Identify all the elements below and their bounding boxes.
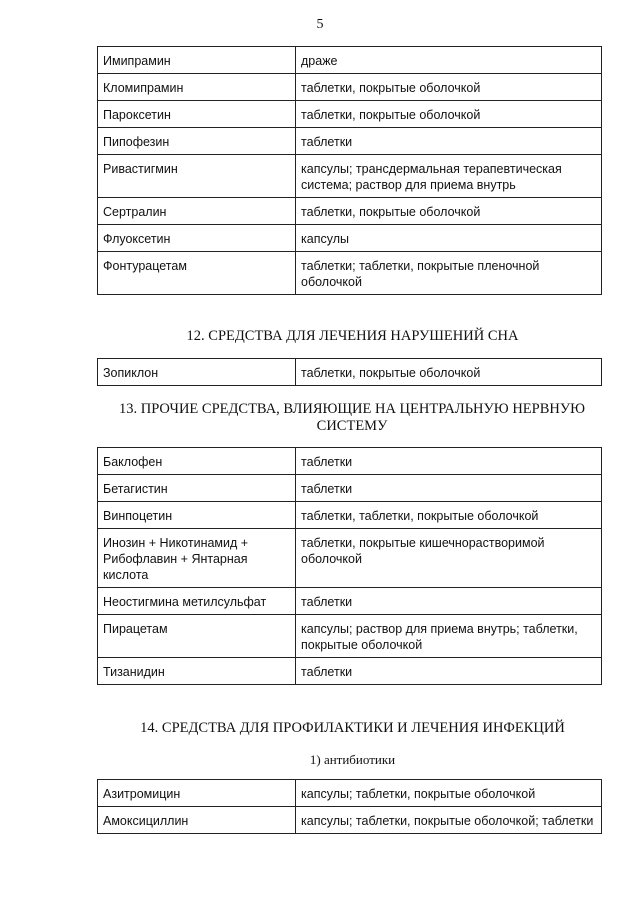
table-row xyxy=(98,615,602,658)
drug-name: Кломипрамин xyxy=(98,74,296,101)
table-row xyxy=(98,359,602,386)
table-row xyxy=(98,155,602,198)
table-row xyxy=(98,225,602,252)
drug-form: таблетки xyxy=(296,588,602,615)
table-row xyxy=(98,588,602,615)
drug-form: таблетки xyxy=(296,658,602,685)
drug-name: Азитромицин xyxy=(98,780,296,807)
drug-table-antibiotics xyxy=(97,779,602,834)
drug-name: Тизанидин xyxy=(98,658,296,685)
drug-name: Баклофен xyxy=(98,448,296,475)
drug-name: Пирацетам xyxy=(98,615,296,658)
drug-form: таблетки xyxy=(296,128,602,155)
drug-name: Ривастигмин xyxy=(98,155,296,198)
drug-name: Зопиклон xyxy=(98,359,296,386)
page-number: 5 xyxy=(316,17,324,32)
subsection-title-antibiotics: 1) антибиотики xyxy=(309,752,396,767)
table-row xyxy=(98,807,602,834)
section-title-12: 12. СРЕДСТВА ДЛЯ ЛЕЧЕНИЯ НАРУШЕНИЙ СНА xyxy=(186,328,519,344)
table-row xyxy=(98,128,602,155)
drug-form: таблетки, покрытые оболочкой xyxy=(296,74,602,101)
section-title-14: 14. СРЕДСТВА ДЛЯ ПРОФИЛАКТИКИ И ЛЕЧЕНИЯ ИНФЕКЦИЙ xyxy=(140,720,565,736)
drug-name: Инозин + Никотинамид + Рибофлавин + Янтарная кислота xyxy=(98,529,296,588)
drug-table-cns xyxy=(97,447,602,685)
drug-form: таблетки, покрытые оболочкой xyxy=(296,359,602,386)
drug-form: таблетки xyxy=(296,475,602,502)
drug-form: таблетки xyxy=(296,448,602,475)
table-row xyxy=(98,101,602,128)
table-row xyxy=(98,780,602,807)
drug-name: Амоксициллин xyxy=(98,807,296,834)
table-row xyxy=(98,502,602,529)
drug-form: таблетки, покрытые оболочкой xyxy=(296,198,602,225)
drug-name: Винпоцетин xyxy=(98,502,296,529)
drug-name: Флуоксетин xyxy=(98,225,296,252)
drug-name: Сертралин xyxy=(98,198,296,225)
drug-form: капсулы; таблетки, покрытые оболочкой; таблетки xyxy=(296,807,602,834)
table-row xyxy=(98,475,602,502)
table-row xyxy=(98,252,602,295)
drug-table-antidepressants xyxy=(97,46,602,295)
drug-form: таблетки, таблетки, покрытые оболочкой xyxy=(296,502,602,529)
drug-form: таблетки; таблетки, покрытые пленочной оболочкой xyxy=(296,252,602,295)
drug-name: Пипофезин xyxy=(98,128,296,155)
drug-table-sleep xyxy=(97,358,602,386)
table-row xyxy=(98,448,602,475)
table-row xyxy=(98,529,602,588)
drug-name: Неостигмина метилсульфат xyxy=(98,588,296,615)
drug-form: таблетки, покрытые кишечнорастворимой оболочкой xyxy=(296,529,602,588)
table-row xyxy=(98,47,602,74)
drug-form: капсулы; трансдермальная терапевтическая система; раствор для приема внутрь xyxy=(296,155,602,198)
drug-form: капсулы; таблетки, покрытые оболочкой xyxy=(296,780,602,807)
section-title-13: 13. ПРОЧИЕ СРЕДСТВА, ВЛИЯЮЩИЕ НА ЦЕНТРАЛЬНУЮ НЕРВНУЮ СИСТЕМУ xyxy=(118,401,586,434)
table-row xyxy=(98,74,602,101)
table-row xyxy=(98,198,602,225)
drug-form: капсулы; раствор для приема внутрь; таблетки, покрытые оболочкой xyxy=(296,615,602,658)
drug-name: Имипрамин xyxy=(98,47,296,74)
drug-name: Бетагистин xyxy=(98,475,296,502)
table-row xyxy=(98,658,602,685)
drug-form: капсулы xyxy=(296,225,602,252)
drug-name: Фонтурацетам xyxy=(98,252,296,295)
drug-name: Пароксетин xyxy=(98,101,296,128)
drug-form: таблетки, покрытые оболочкой xyxy=(296,101,602,128)
drug-form: драже xyxy=(296,47,602,74)
